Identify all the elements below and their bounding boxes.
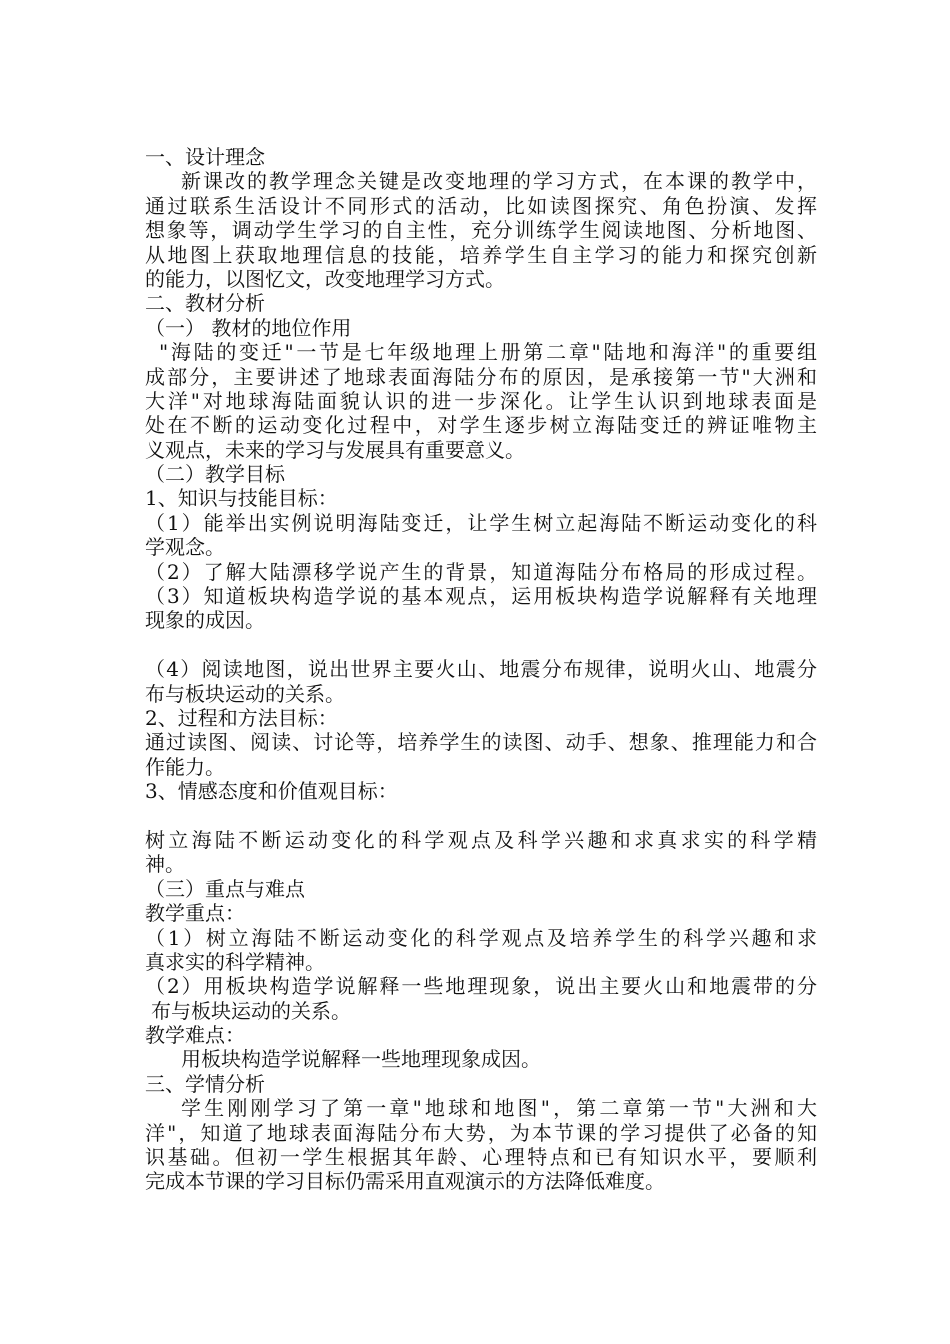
key-point-item: （2）用板块构造学说解释一些地理现象，说出主要火山和地震带的分 bbox=[145, 974, 817, 999]
key-point-item: 布与板块运动的关系。 bbox=[151, 998, 351, 1023]
paragraph-line: 洋"，知道了地球表面海陆分布大势，为本节课的学习提供了必备的知 bbox=[145, 1120, 817, 1145]
heading-design-concept: 一、设计理念 bbox=[145, 145, 265, 169]
paragraph-line: 大洋"对地球海陆面貌认识的进一步深化。让学生认识到地球表面是 bbox=[145, 388, 817, 413]
blank-line bbox=[145, 633, 817, 657]
paragraph-line: 的能力，以图忆文，改变地理学习方式。 bbox=[145, 266, 505, 291]
paragraph-line: 完成本节课的学习目标仍需采用直观演示的方法降低难度。 bbox=[145, 1169, 665, 1194]
goal-item: 现象的成因。 bbox=[145, 608, 265, 633]
difficulty-label: 教学难点： bbox=[145, 1023, 245, 1048]
goal-item: 布与板块运动的关系。 bbox=[145, 681, 345, 706]
goal-item: （4）阅读地图，说出世界主要火山、地震分布规律，说明火山、地震分 bbox=[145, 657, 817, 682]
subheading-textbook-role: （一） 教材的地位作用 bbox=[145, 315, 352, 340]
paragraph-line: 通过联系生活设计不同形式的活动，比如读图探究、角色扮演、发挥 bbox=[145, 193, 817, 218]
key-points-label: 教学重点： bbox=[145, 901, 245, 926]
document-page bbox=[145, 145, 817, 1194]
goal-heading-emotion: 3、情感态度和价值观目标： bbox=[145, 779, 398, 804]
goal-heading-knowledge: 1、知识与技能目标： bbox=[145, 486, 338, 511]
key-point-item: （1）树立海陆不断运动变化的科学观点及培养学生的科学兴趣和求 bbox=[145, 925, 817, 950]
paragraph-line: 识基础。但初一学生根据其年龄、心理特点和已有知识水平，要顺利 bbox=[145, 1145, 817, 1170]
difficulty-item: 用板块构造学说解释一些地理现象成因。 bbox=[181, 1047, 541, 1072]
goal-item: 通过读图、阅读、讨论等，培养学生的读图、动手、想象、推理能力和合 bbox=[145, 730, 817, 755]
paragraph-line: 想象等，调动学生学习的自主性，充分训练学生阅读地图、分析地图、 bbox=[145, 218, 817, 243]
paragraph-line: 从地图上获取地理信息的技能，培养学生自主学习的能力和探究创新 bbox=[145, 242, 817, 267]
heading-textbook-analysis: 二、教材分析 bbox=[145, 291, 265, 316]
paragraph-line: "海陆的变迁"一节是七年级地理上册第二章"陆地和海洋"的重要组 bbox=[159, 340, 817, 365]
goal-item: 作能力。 bbox=[145, 754, 225, 779]
paragraph-line: 新课改的教学理念关键是改变地理的学习方式，在本课的教学中， bbox=[181, 169, 817, 194]
goal-item: 神。 bbox=[145, 852, 185, 877]
goal-item: （3）知道板块构造学说的基本观点，运用板块构造学说解释有关地理 bbox=[145, 584, 817, 609]
paragraph-line: 处在不断的运动变化过程中，对学生逐步树立海陆变迁的辨证唯物主 bbox=[145, 413, 817, 438]
subheading-key-points: （三）重点与难点 bbox=[145, 876, 305, 901]
subheading-teaching-goals: （二）教学目标 bbox=[145, 462, 285, 487]
key-point-item: 真求实的科学精神。 bbox=[145, 949, 325, 974]
heading-student-analysis: 三、学情分析 bbox=[145, 1071, 265, 1096]
blank-line bbox=[145, 804, 817, 828]
goal-item: （1）能举出实例说明海陆变迁，让学生树立起海陆不断运动变化的科 bbox=[145, 510, 817, 535]
paragraph-line: 学生刚刚学习了第一章"地球和地图"，第二章第一节"大洲和大 bbox=[181, 1096, 817, 1121]
goal-heading-process: 2、过程和方法目标： bbox=[145, 705, 338, 730]
paragraph-line: 义观点，未来的学习与发展具有重要意义。 bbox=[145, 437, 525, 462]
goal-item: （2）了解大陆漂移学说产生的背景，知道海陆分布格局的形成过程。 bbox=[145, 559, 817, 584]
goal-item: 树立海陆不断运动变化的科学观点及科学兴趣和求真求实的科学精 bbox=[145, 827, 817, 852]
goal-item: 学观念。 bbox=[145, 535, 225, 560]
paragraph-line: 成部分，主要讲述了地球表面海陆分布的原因，是承接第一节"大洲和 bbox=[145, 364, 817, 389]
